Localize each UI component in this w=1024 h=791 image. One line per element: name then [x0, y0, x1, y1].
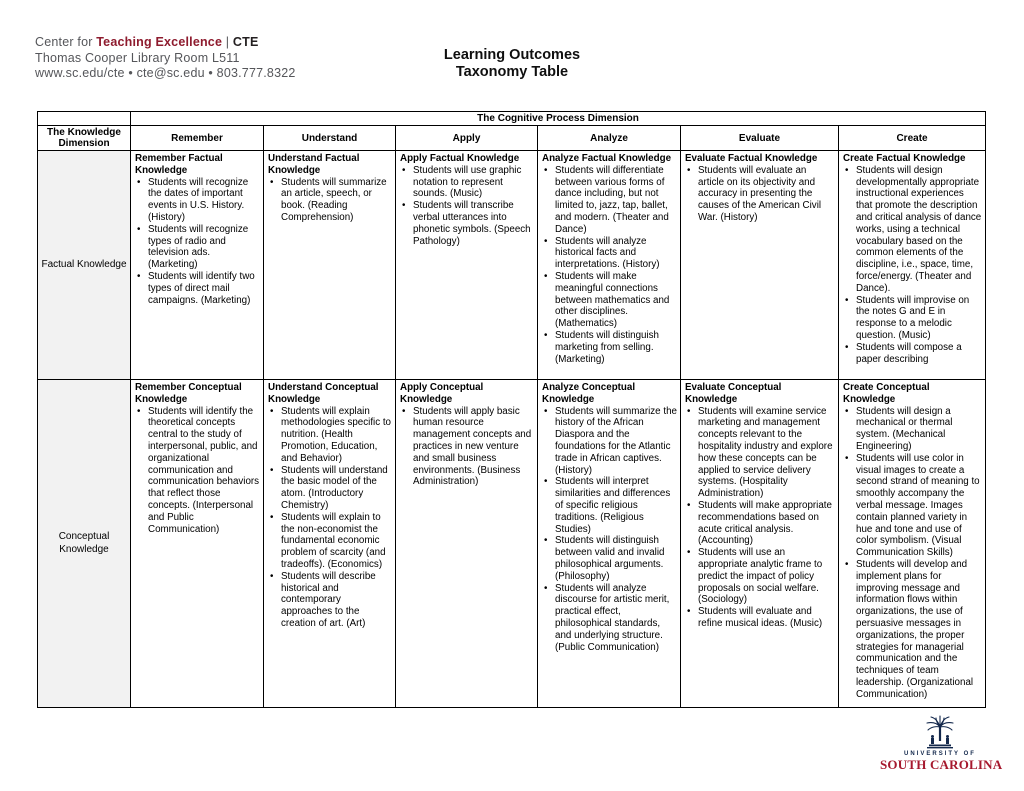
outcome-item: • Students will differentiate between various forms of dance including, but not limited to, jazz, tap, ballet, and modern. (Theater and Dance): [542, 165, 677, 236]
cell-apply-factual: [396, 151, 538, 380]
cell-create-factual: [839, 151, 986, 380]
outcome-list: [843, 165, 982, 366]
cell-heading: Analyze Conceptual Knowledge: [542, 382, 636, 405]
cell-analyze-conceptual: [538, 380, 681, 708]
outcome-item: • Students will identify the theoretical concepts central to the study of interpersonal, public, and organizational communication and communication behaviors that reflect those concepts. (Interpersonal and Public Communication): [135, 406, 260, 536]
column-header-analyze: Analyze: [538, 126, 681, 151]
outcome-list: [843, 406, 982, 701]
column-header-apply: Apply: [396, 126, 538, 151]
taxonomy-table: [37, 111, 986, 708]
cell-heading: Create Conceptual Knowledge: [843, 382, 930, 405]
cell-heading: Apply Conceptual Knowledge: [400, 382, 484, 405]
outcome-item: • Students will design a mechanical or thermal system. (Mechanical Engineering): [843, 406, 982, 453]
outcome-item: • Students will summarize an article, speech, or book. (Reading Comprehension): [268, 177, 392, 224]
column-header-row: [38, 126, 986, 151]
outcome-item: • Students will evaluate an article on its objectivity and accuracy in presenting the causes of the American Civil War. (History): [685, 165, 835, 224]
outcome-item: • Students will apply basic human resource management concepts and practices in new venture and small business environments. (Business Administration): [400, 406, 534, 489]
column-header-create: Create: [839, 126, 986, 151]
outcome-item: • Students will evaluate and refine musical ideas. (Music): [685, 606, 835, 630]
cell-analyze-factual: [538, 151, 681, 380]
cell-apply-conceptual: [396, 380, 538, 708]
outcome-item: • Students will distinguish between valid and invalid philosophical arguments. (Philosophy): [542, 535, 677, 582]
outcome-item: • Students will interpret similarities and differences of specific religious traditions. (Religious Studies): [542, 476, 677, 535]
outcome-list: [542, 406, 677, 654]
cell-heading: Remember Factual Knowledge: [135, 153, 223, 176]
cell-heading: Understand Conceptual Knowledge: [268, 382, 379, 405]
column-header-evaluate: Evaluate: [681, 126, 839, 151]
row-label-conceptual-knowledge: Conceptual Knowledge: [38, 380, 131, 708]
outcome-item: • Students will recognize types of radio and television ads. (Marketing): [135, 224, 260, 271]
palmetto-tree-icon: [923, 714, 957, 750]
outcome-item: • Students will improvise on the notes G and E in response to a melodic question. (Music): [843, 295, 982, 342]
outcome-item: • Students will summarize the history of the African Diaspora and the foundations for the Atlantic trade in African captives. (History): [542, 406, 677, 477]
org-separator: |: [222, 35, 233, 49]
outcome-item: • Students will recognize the dates of important events in U.S. History.(History): [135, 177, 260, 224]
cell-heading: Remember Conceptual Knowledge: [135, 382, 242, 405]
org-acronym: CTE: [232, 35, 259, 49]
cell-understand-conceptual: [264, 380, 396, 708]
outcome-item: • Students will transcribe verbal utterances into phonetic symbols. (Speech Pathology): [400, 200, 534, 247]
table-row-factual: [38, 151, 986, 380]
cell-remember-conceptual: [131, 380, 264, 708]
outcome-item: • Students will use color in visual images to create a second strand of meaning to smoothly accompany the verbal message. Images contain planned variety in hue and tone and use of color symbolism. (Visual Communication Skills): [843, 453, 982, 559]
cell-understand-factual: [264, 151, 396, 380]
column-header-understand: Understand: [264, 126, 396, 151]
column-header-remember: Remember: [131, 126, 264, 151]
cell-create-conceptual: [839, 380, 986, 708]
outcome-item: • Students will compose a paper describing: [843, 342, 982, 366]
outcome-list: [268, 177, 392, 224]
cell-heading: Create Factual Knowledge: [843, 153, 966, 164]
row-label-factual-knowledge: Factual Knowledge: [38, 151, 131, 380]
cognitive-process-dimension-header: The Cognitive Process Dimension: [131, 112, 986, 126]
outcome-item: • Students will analyze historical facts and interpretations. (History): [542, 236, 677, 271]
logo-university-of-text: UNIVERSITY OF: [904, 751, 976, 757]
outcome-item: • Students will explain methodologies specific to nutrition. (Health Promotion, Education, and Behavior): [268, 406, 392, 465]
outcome-list: [400, 406, 534, 489]
cell-evaluate-factual: [681, 151, 839, 380]
page-title-line-2: Taxonomy Table: [455, 64, 569, 80]
process-dimension-row: [38, 112, 986, 126]
outcome-item: • Students will understand the basic model of the atom. (Introductory Chemistry): [268, 465, 392, 512]
org-address: Thomas Cooper Library Room L511: [35, 50, 240, 65]
logo-south-carolina-text: SOUTH CAROLINA: [880, 757, 1003, 772]
page-title: [0, 47, 1024, 81]
outcome-list: [400, 165, 534, 248]
outcome-list: [685, 406, 835, 630]
page-title-line-1: Learning Outcomes: [443, 47, 581, 63]
cell-evaluate-conceptual: [681, 380, 839, 708]
outcome-list: [135, 406, 260, 536]
org-brand: Teaching Excellence: [96, 35, 223, 49]
outcome-list: [135, 177, 260, 307]
org-center-for: Center for: [35, 35, 97, 49]
table-row-conceptual: [38, 380, 986, 708]
outcome-item: • Students will design developmentally appropriate instructional experiences that promote the description and critical analysis of dance works, using a technical vocabulary based on the common elements of the discipline, i.e., space, time, force/energy. (Theater and Dance).: [843, 165, 982, 295]
outcome-list: [685, 165, 835, 224]
outcome-item: • Students will make appropriate recommendations based on acute critical analysis. (Accounting): [685, 500, 835, 547]
outcome-item: • Students will use graphic notation to represent sounds. (Music): [400, 165, 534, 200]
outcome-item: • Students will explain to the non-economist the fundamental economic problem of scarcity (and tradeoffs). (Economics): [268, 512, 392, 571]
outcome-item: • Students will develop and implement plans for improving message and information flows within organizations, the use of persuasive messages in organizations, the proper strategies for managerial communication and the techniques of team leadership. (Organizational Communication): [843, 559, 982, 701]
knowledge-dimension-header: The Knowledge Dimension: [38, 126, 131, 151]
outcome-item: • Students will describe historical and contemporary approaches to the creation of art. (Art): [268, 571, 392, 630]
cell-remember-factual: [131, 151, 264, 380]
cell-heading: Analyze Factual Knowledge: [542, 153, 672, 164]
outcome-list: [268, 406, 392, 630]
outcome-item: • Students will distinguish marketing from selling. (Marketing): [542, 330, 677, 365]
outcome-item: • Students will analyze discourse for artistic merit, practical effect, philosophical standards, and underlying structure. (Public Communication): [542, 583, 677, 654]
outcome-item: • Students will examine service marketing and management concepts relevant to the hospitality industry and explore how these concepts can be applied to service delivery systems. (Hospitality Administration): [685, 406, 835, 500]
outcome-item: • Students will identify two types of direct mail campaigns. (Marketing): [135, 271, 260, 306]
cell-heading: Understand Factual Knowledge: [268, 153, 360, 176]
cell-heading: Evaluate Conceptual Knowledge: [685, 382, 782, 405]
outcome-list: [542, 165, 677, 366]
ghost-cell: [38, 112, 131, 126]
cell-heading: Apply Factual Knowledge: [400, 153, 520, 164]
outcome-item: • Students will use an appropriate analytic frame to predict the impact of policy proposals on social welfare. (Sociology): [685, 547, 835, 606]
outcome-item: • Students will make meaningful connections between mathematics and other disciplines. (Mathematics): [542, 271, 677, 330]
org-contact: www.sc.edu/cte • cte@sc.edu • 803.777.8322: [35, 66, 296, 80]
usc-logo: [880, 714, 1003, 773]
cell-heading: Evaluate Factual Knowledge: [685, 153, 818, 164]
